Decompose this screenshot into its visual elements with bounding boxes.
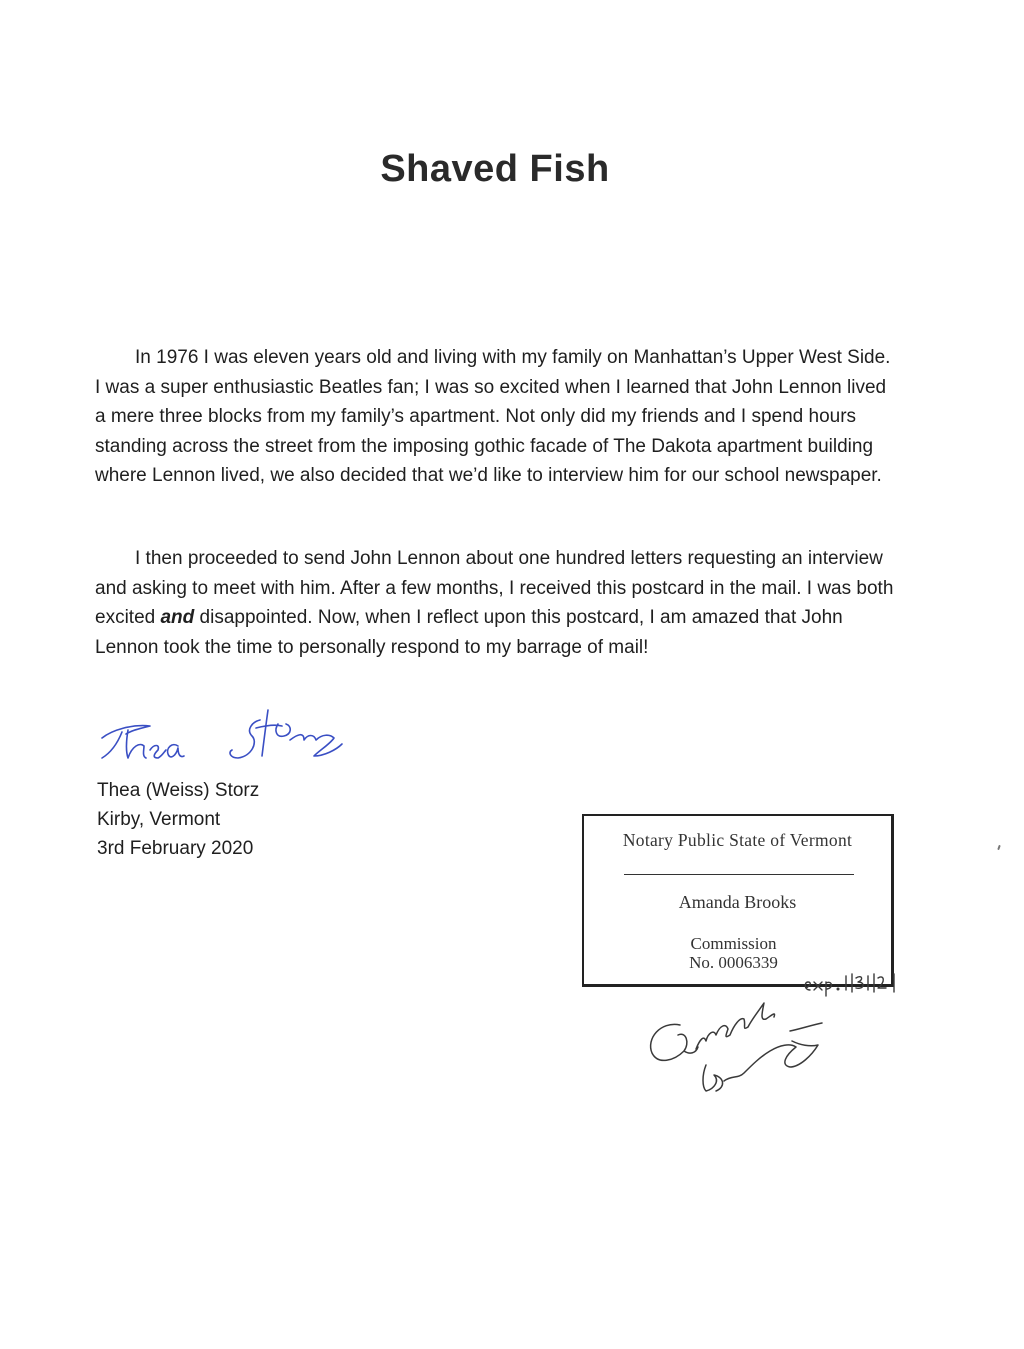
paper-speck bbox=[997, 845, 1001, 850]
notary-commission-label: Commission bbox=[690, 934, 777, 953]
paragraph-letters-emphasis: and bbox=[160, 607, 195, 628]
paragraph-letters-text-end: disappointed. Now, when I reflect upon this postcard, I am amazed that John Lennon took the time to personally respond to my barrage of mail! bbox=[95, 607, 843, 658]
notary-stamp-title: Notary Public State of Vermont bbox=[622, 830, 853, 850]
author-name: Thea (Weiss) Storz bbox=[97, 780, 260, 801]
notary-signature bbox=[640, 995, 840, 1105]
paragraph-letters bbox=[95, 544, 895, 662]
notary-stamp bbox=[582, 814, 894, 987]
notary-stamp-name: Amanda Brooks bbox=[678, 892, 797, 912]
notary-commission-number: No. 0006339 bbox=[689, 953, 778, 972]
notary-stamp-rule bbox=[624, 874, 854, 875]
page-title: Shaved Fish bbox=[380, 148, 610, 190]
notary-expiration-handwriting bbox=[800, 970, 910, 998]
author-signature bbox=[92, 700, 372, 780]
paragraph-letters-text-start: I then proceeded to send John Lennon about one hundred letters requesting an interview and asking to meet with him. After a few months, I received this postcard in the mail. I was both excited bbox=[95, 548, 894, 628]
author-location: Kirby, Vermont bbox=[97, 809, 221, 830]
author-block bbox=[97, 776, 259, 863]
notary-stamp-commission bbox=[580, 934, 887, 972]
author-date: 3rd February 2020 bbox=[97, 838, 254, 859]
paragraph-intro bbox=[95, 343, 895, 491]
paragraph-intro-text: In 1976 I was eleven years old and living with my family on Manhattan’s Upper West Side. I was a super enthusiastic Beatles fan; I was so excited when I learned that John Lennon lived a mere three blocks from my family’s apartment. Not only did my friends and I spend hours standing across the street from the imposing gothic facade of The Dakota apartment building where Lennon lived, we also decided that we’d like to interview him for our school newspaper. bbox=[95, 347, 891, 486]
